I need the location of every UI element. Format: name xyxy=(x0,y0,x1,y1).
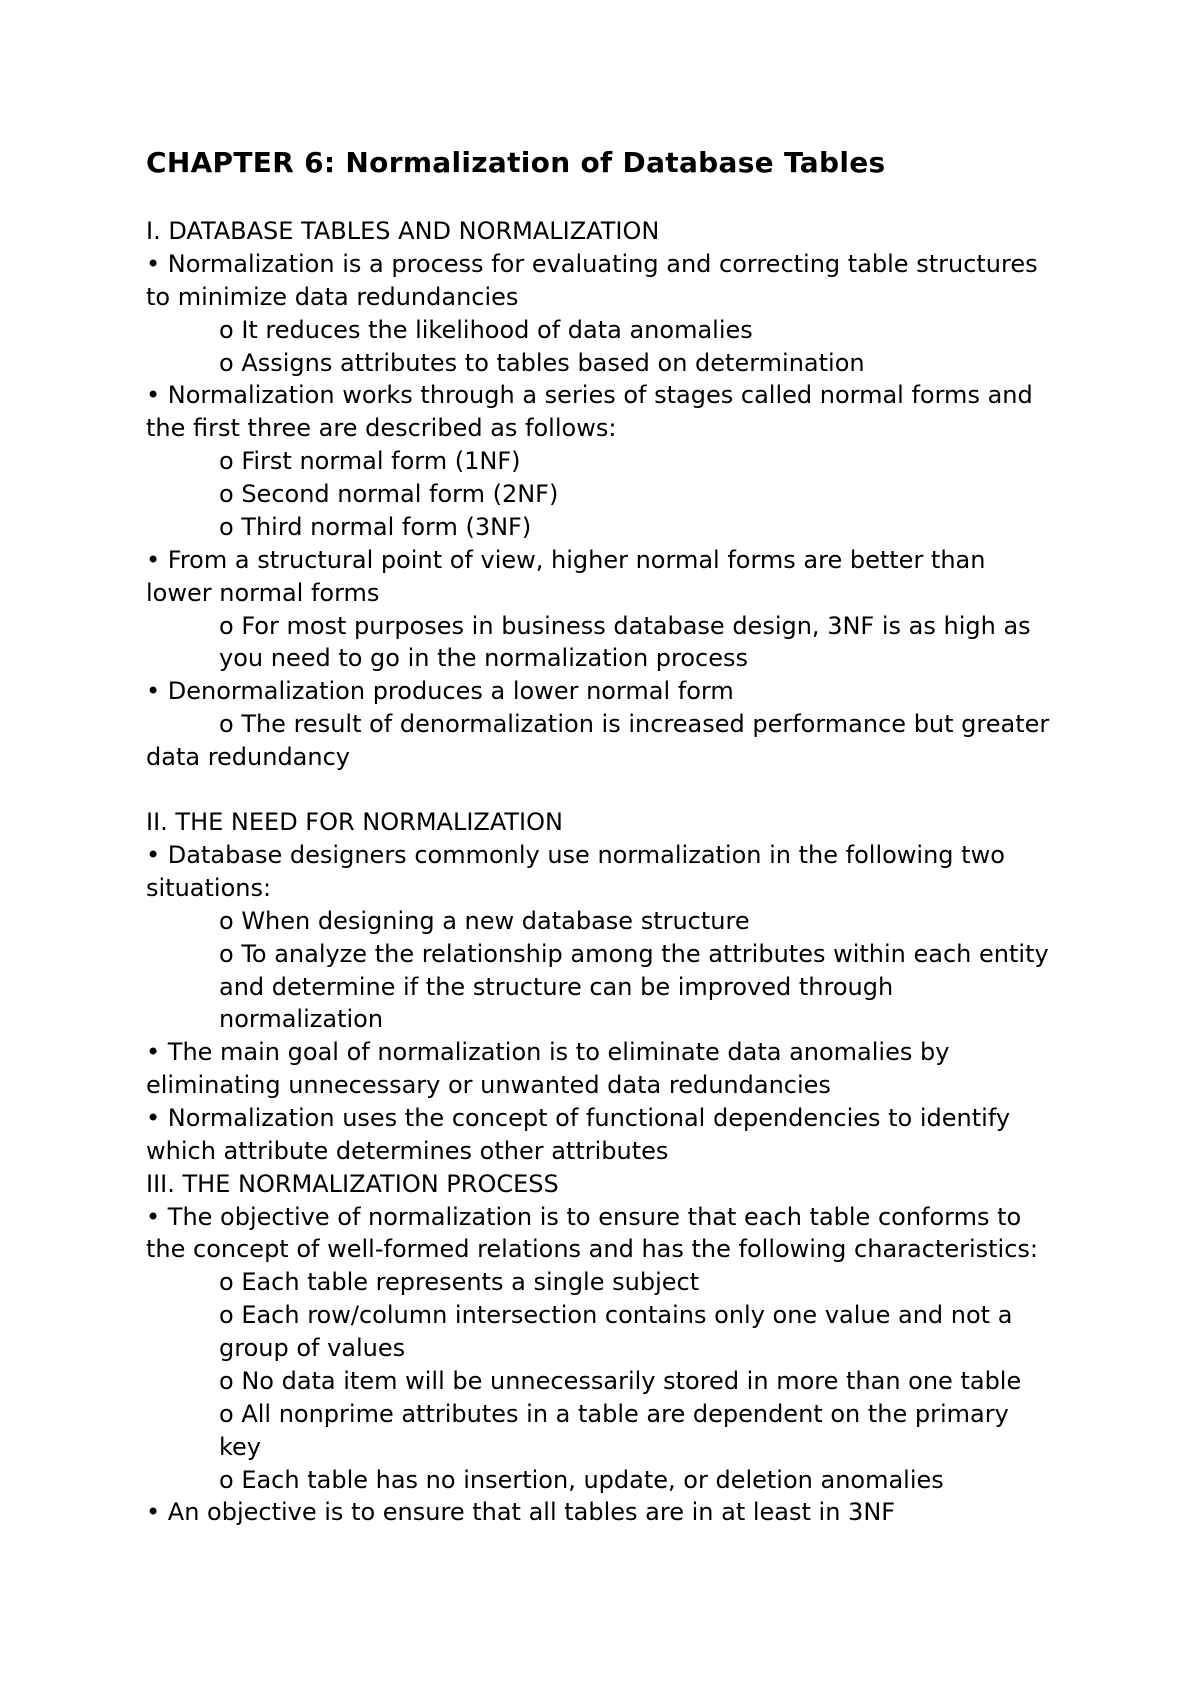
bullet-line: • An objective is to ensure that all tables are in at least in 3NF xyxy=(146,1498,896,1526)
bullet-line: • Normalization uses the concept of functional dependencies to identify xyxy=(146,1104,1011,1132)
sub-bullet-line: o To analyze the relationship among the attributes within each entity xyxy=(219,940,1049,968)
sub-bullet-continuation: you need to go in the normalization process xyxy=(219,644,749,672)
sub-bullet-line: o The result of denormalization is increased performance but greater xyxy=(219,710,1050,738)
bullet-continuation: situations: xyxy=(146,874,272,902)
sub-bullet-line: o All nonprime attributes in a table are dependent on the primary xyxy=(219,1400,1009,1428)
sub-bullet-continuation: group of values xyxy=(219,1334,406,1362)
sub-bullet-line: o When designing a new database structure xyxy=(219,907,750,935)
sub-bullet-line: o Assigns attributes to tables based on determination xyxy=(219,349,865,377)
bullet-line: • Denormalization produces a lower normal form xyxy=(146,677,734,705)
section-heading: II. THE NEED FOR NORMALIZATION xyxy=(146,808,563,836)
sub-bullet-line: o Second normal form (2NF) xyxy=(219,480,559,508)
section-heading: I. DATABASE TABLES AND NORMALIZATION xyxy=(146,217,660,245)
bullet-line: • Database designers commonly use normalization in the following two xyxy=(146,841,1005,869)
sub-bullet-line: o Each table represents a single subject xyxy=(219,1268,700,1296)
bullet-line: • Normalization is a process for evaluating and correcting table structures xyxy=(146,250,1038,278)
sub-bullet-continuation: and determine if the structure can be improved through xyxy=(219,973,894,1001)
page-title: CHAPTER 6: Normalization of Database Tables xyxy=(146,146,886,179)
bullet-line: • The objective of normalization is to ensure that each table conforms to xyxy=(146,1203,1022,1231)
sub-bullet-line: o Third normal form (3NF) xyxy=(219,513,532,541)
bullet-continuation: lower normal forms xyxy=(146,579,380,607)
bullet-line: • From a structural point of view, higher normal forms are better than xyxy=(146,546,986,574)
sub-bullet-line: o Each row/column intersection contains only one value and not a xyxy=(219,1301,1013,1329)
bullet-continuation: to minimize data redundancies xyxy=(146,283,519,311)
bullet-continuation: the first three are described as follows: xyxy=(146,414,617,442)
sub-bullet-line: o For most purposes in business database design, 3NF is as high as xyxy=(219,612,1031,640)
sub-bullet-continuation: normalization xyxy=(219,1005,384,1033)
sub-bullet-line: o It reduces the likelihood of data anomalies xyxy=(219,316,753,344)
bullet-continuation: eliminating unnecessary or unwanted data redundancies xyxy=(146,1071,831,1099)
sub-bullet-line: o Each table has no insertion, update, or deletion anomalies xyxy=(219,1466,944,1494)
bullet-continuation: data redundancy xyxy=(146,743,350,771)
sub-bullet-line: o No data item will be unnecessarily stored in more than one table xyxy=(219,1367,1022,1395)
bullet-line: • Normalization works through a series of stages called normal forms and xyxy=(146,381,1033,409)
section-heading: III. THE NORMALIZATION PROCESS xyxy=(146,1170,559,1198)
sub-bullet-line: o First normal form (1NF) xyxy=(219,447,521,475)
sub-bullet-continuation: key xyxy=(219,1433,262,1461)
bullet-line: • The main goal of normalization is to eliminate data anomalies by xyxy=(146,1038,950,1066)
bullet-continuation: which attribute determines other attributes xyxy=(146,1137,669,1165)
bullet-continuation: the concept of well-formed relations and has the following characteristics: xyxy=(146,1235,1038,1263)
